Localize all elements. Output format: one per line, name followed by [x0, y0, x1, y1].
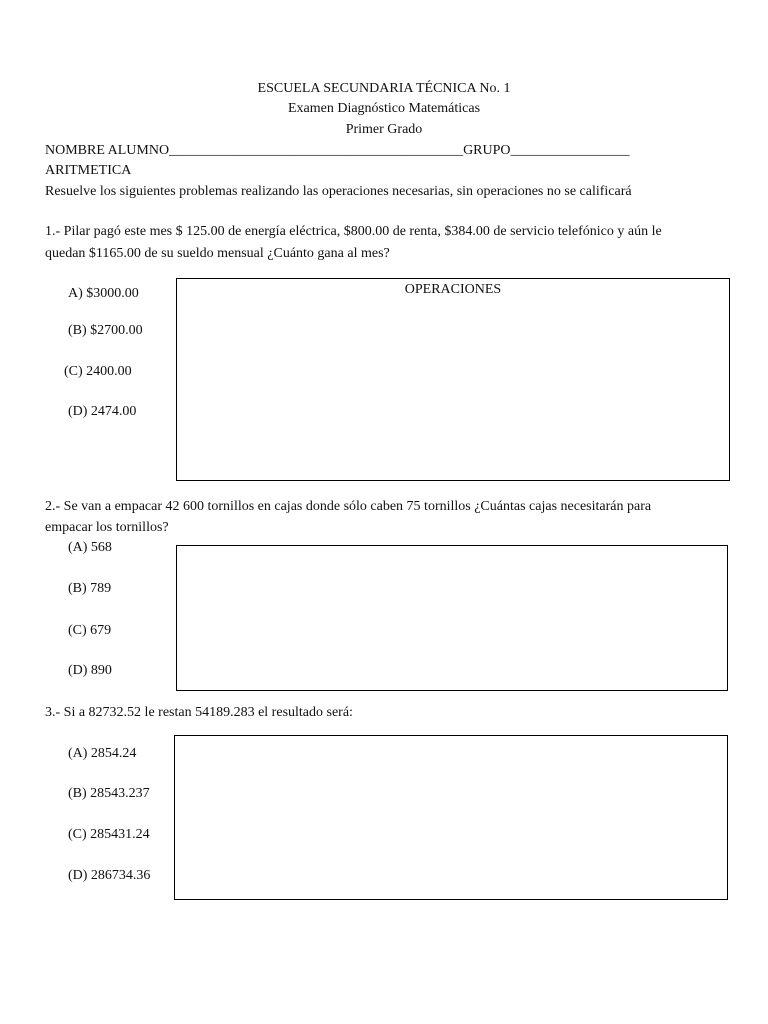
school-name: ESCUELA SECUNDARIA TÉCNICA No. 1 [257, 81, 511, 96]
grade-label: Primer Grado [345, 122, 423, 137]
question-1-option-a[interactable]: A) $3000.00 [68, 286, 139, 301]
section-title: ARITMETICA [45, 163, 132, 178]
instructions: Resuelve los siguientes problemas realizando las operaciones necesarias, sin operaciones no se calificará [45, 184, 632, 199]
question-3-option-d[interactable]: (D) 286734.36 [68, 868, 151, 883]
operations-label: OPERACIONES [404, 282, 502, 297]
question-1-option-d[interactable]: (D) 2474.00 [68, 404, 137, 419]
question-1-option-c[interactable]: (C) 2400.00 [64, 364, 132, 379]
question-2-text-line1: 2.- Se van a empacar 42 600 tornillos en cajas donde sólo caben 75 tornillos ¿Cuántas cajas necesitarán para [45, 499, 652, 514]
question-3-option-a[interactable]: (A) 2854.24 [68, 746, 137, 761]
question-2-option-b[interactable]: (B) 789 [68, 581, 112, 596]
question-3-text: 3.- Si a 82732.52 le restan 54189.283 el resultado será: [45, 705, 353, 720]
question-2-operations-box[interactable] [176, 545, 728, 691]
question-3-operations-box[interactable] [174, 735, 728, 900]
question-3-option-b[interactable]: (B) 28543.237 [68, 786, 150, 801]
question-2-text-line2: empacar los tornillos? [45, 520, 169, 535]
question-1-text-line1: 1.- Pilar pagó este mes $ 125.00 de energía eléctrica, $800.00 de renta, $384.00 de servicio telefónico y aún le [45, 224, 662, 239]
student-name-group-line[interactable]: NOMBRE ALUMNO__________________________________________GRUPO_________________ [45, 143, 630, 158]
question-1-option-b[interactable]: (B) $2700.00 [68, 323, 143, 338]
question-2-option-a[interactable]: (A) 568 [68, 540, 112, 555]
question-2-option-c[interactable]: (C) 679 [68, 623, 112, 638]
question-2-option-d[interactable]: (D) 890 [68, 663, 112, 678]
question-1-text-line2: quedan $1165.00 de su sueldo mensual ¿Cuánto gana al mes? [45, 246, 390, 261]
question-3-option-c[interactable]: (C) 285431.24 [68, 827, 150, 842]
question-1-operations-box[interactable] [176, 278, 730, 481]
exam-title: Examen Diagnóstico Matemáticas [287, 101, 481, 116]
